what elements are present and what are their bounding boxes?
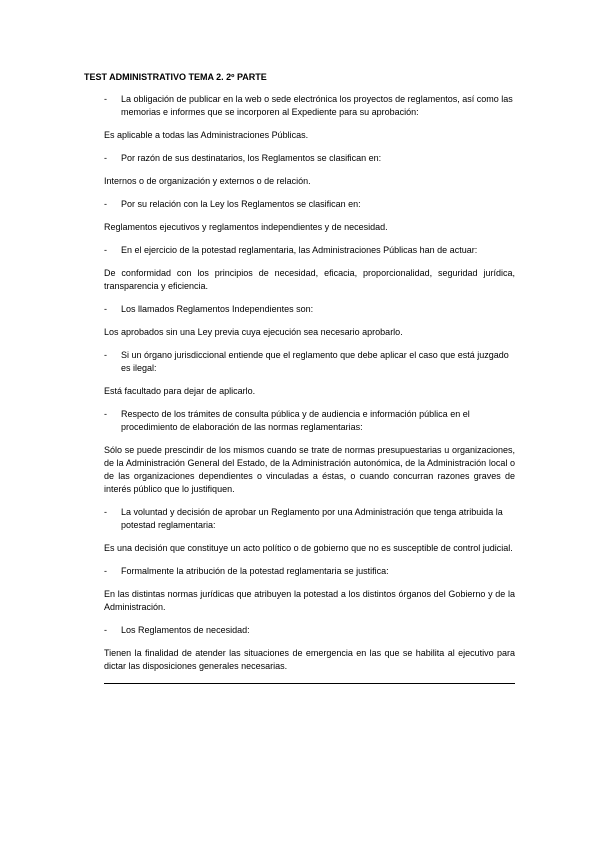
bullet-dash: - <box>104 245 107 255</box>
bullet-dash: - <box>104 507 107 517</box>
bullet-dash: - <box>104 94 107 104</box>
qa-item-5 <box>104 303 515 339</box>
question: - La voluntad y decisión de aprobar un Reglamento por una Administración que tenga atribuida la potestad reglamentaria: <box>104 507 503 530</box>
question: - Los llamados Reglamentos Independientes son: <box>104 304 314 314</box>
bullet-dash: - <box>104 625 107 635</box>
bullet-dash: - <box>104 409 107 419</box>
qa-item-4 <box>104 244 515 293</box>
bullet-dash: - <box>104 153 107 163</box>
bullet-dash: - <box>104 566 107 576</box>
answer: Reglamentos ejecutivos y reglamentos independientes y de necesidad. <box>104 222 388 232</box>
qa-item-1 <box>104 93 515 142</box>
document-title: TEST ADMINISTRATIVO TEMA 2. 2º PARTE <box>84 72 267 82</box>
answer: Los aprobados sin una Ley previa cuya ejecución sea necesario aprobarlo. <box>104 327 403 337</box>
bullet-dash: - <box>104 199 107 209</box>
end-rule <box>104 683 515 684</box>
qa-item-9 <box>104 565 515 614</box>
answer: Es una decisión que constituye un acto político o de gobierno que no es susceptible de control judicial. <box>104 543 513 553</box>
question: - Formalmente la atribución de la potestad reglamentaria se justifica: <box>104 566 389 576</box>
answer: De conformidad con los principios de necesidad, eficacia, proporcionalidad, seguridad jurídica, transparencia y eficiencia. <box>104 268 515 291</box>
answer: En las distintas normas jurídicas que atribuyen la potestad a los distintos órganos del Gobierno y de la Administración. <box>104 589 515 612</box>
question: - Los Reglamentos de necesidad: <box>104 625 250 635</box>
question: - Si un órgano jurisdiccional entiende que el reglamento que debe aplicar el caso que está juzgado es ilegal: <box>104 350 509 373</box>
answer: Está facultado para dejar de aplicarlo. <box>104 386 256 396</box>
answer: Internos o de organización y externos o de relación. <box>104 176 311 186</box>
question: - Por su relación con la Ley los Reglamentos se clasifican en: <box>104 199 361 209</box>
answer: Es aplicable a todas las Administraciones Públicas. <box>104 130 309 140</box>
answer: Sólo se puede prescindir de los mismos cuando se trate de normas presupuestarias u organizaciones, de la Administración General del Estado, de la Administración autonómica, de la Administración local o de las organizaciones dependientes o vinculadas a éstas, o cuando concurran razones graves de interés público que lo justifiquen. <box>104 445 515 494</box>
qa-item-10 <box>104 624 515 673</box>
bullet-dash: - <box>104 350 107 360</box>
question: - Respecto de los trámites de consulta pública y de audiencia e información pública en el procedimiento de elaboración de las normas reglamentarias: <box>104 409 470 432</box>
qa-item-8 <box>104 506 515 555</box>
bullet-dash: - <box>104 304 107 314</box>
answer: Tienen la finalidad de atender las situaciones de emergencia en las que se habilita al ejecutivo para dictar las disposiciones generales necesarias. <box>104 648 515 671</box>
qa-item-6 <box>104 349 515 398</box>
question: - En el ejercicio de la potestad reglamentaria, las Administraciones Públicas han de actuar: <box>104 245 478 255</box>
question: - La obligación de publicar en la web o sede electrónica los proyectos de reglamentos, así como las memorias e informes que se incorporen al Expediente para su aprobación: <box>104 94 513 117</box>
qa-item-2 <box>104 152 515 188</box>
qa-item-3 <box>104 198 515 234</box>
question: - Por razón de sus destinatarios, los Reglamentos se clasifican en: <box>104 153 382 163</box>
qa-item-7 <box>104 408 515 496</box>
